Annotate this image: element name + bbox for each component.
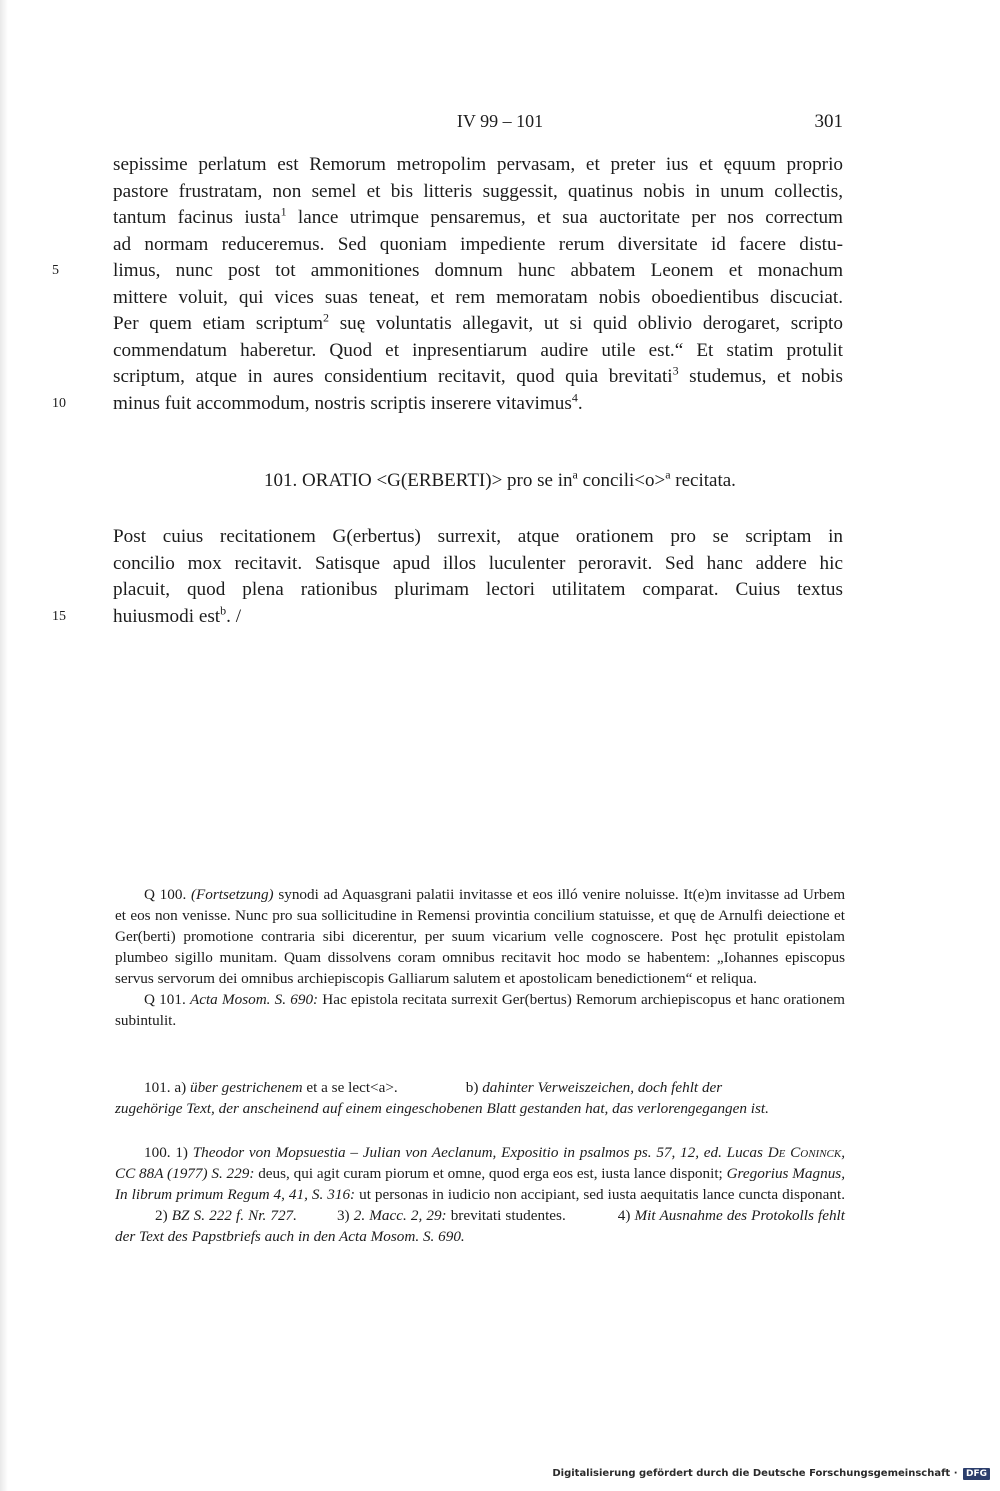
text-line: concilio mox recitavit. Satisque apud illos luculenter peroravit. Sed hanc addere hic (113, 552, 843, 574)
text-line (113, 205, 843, 232)
apparatus-note-a (115, 1077, 845, 1098)
note-text: deus, qui agit curam piorum et omne, quod erga eos est, iusta lance disponit; (254, 1165, 727, 1182)
dfg-logo: DFG (963, 1468, 990, 1480)
running-header: IV 99 – 101 (456, 111, 544, 131)
commentary-notes (115, 1142, 845, 1247)
note-label: 3) (336, 1207, 354, 1224)
apparatus-ref: b (220, 603, 227, 618)
note-label: 100. 1) (144, 1144, 193, 1161)
heading-text: 101. ORATIO <G(ERBERTI)> pro se in (264, 470, 573, 491)
text-segment: lance utrimque pensaremus, et sua auctoritate per nos correctum (286, 207, 843, 228)
note-italic: Mit Ausnahme des Protokolls fehlt der Text des Papstbriefs auch in (115, 1207, 845, 1245)
note-italic: 2. Macc. (353, 1207, 407, 1224)
text-line: placuit, quod plena rationibus plurimam lectori utilitatem comparat. Cuius textus (113, 579, 843, 600)
note-label: 2) (155, 1207, 172, 1224)
line-number: 5 (52, 263, 59, 278)
line-number: 15 (52, 609, 66, 624)
digitization-credit (552, 1468, 990, 1480)
text-segment: studemus, et nobis (678, 366, 843, 387)
text-line: ad normam reduceremus. Sed quoniam impediente rerum diversitate id facere distu- (113, 233, 843, 255)
note-italic: Acta Mosom. S. 690: (189, 991, 319, 1008)
source-note-q101 (115, 989, 845, 1031)
text-line (113, 311, 843, 338)
credit-text: Digitalisierung gefördert durch die Deutsche Forschungsgemeinschaft · (552, 1468, 958, 1479)
note-italic: Gregorius Magnus, In librum primum Regum 4, 41, S. 316: (115, 1165, 846, 1203)
chapter-heading (0, 468, 1000, 494)
note-italic: (Fortsetzung) (190, 886, 274, 903)
text-line: limus, nunc post tot ammonitiones domnum hunc abbatem Leonem et monachum (113, 260, 843, 281)
footnote-ref: 4 (571, 390, 578, 405)
text-segment: suę voluntatis allegavit, ut si quid oblivio derogaret, scripto (329, 313, 843, 334)
source-note-q100 (115, 884, 845, 989)
text-line: commendatum haberetur. Quod et inpresentiarum audire utile est.“ Et statim protulit (113, 339, 843, 361)
source-notes (115, 884, 845, 1031)
apparatus-ref: a (572, 467, 578, 482)
text-line: Post cuius recitationem G(erbertus) surrexit, atque orationem pro se scriptam in (113, 526, 843, 547)
note-italic: BZ S. 222 f. Nr. 727. (171, 1207, 297, 1224)
apparatus-note-b-cont (115, 1098, 845, 1119)
note-label: 4) (617, 1207, 635, 1224)
note-italic: 2, 29: (410, 1207, 447, 1224)
note-smallcaps: De Coninck (767, 1144, 842, 1161)
text-segment: . (577, 392, 583, 414)
note-italic: Theodor von Mopsuestia – Julian von Aeclanum, Expositio in psalmos ps. 57, 12, ed. Lucas (192, 1144, 763, 1161)
text-line: pastore frustratam, non semel et bis litteris suggessit, quatinus nobis in unum collectis, (113, 180, 843, 202)
note-italic: den Acta Mosom. S. 690. (313, 1228, 465, 1245)
text-segment: huiusmodi est (113, 606, 221, 627)
note-text: ut personas in iudicio non accipiant, sed iusta aequitatis lance cuncta disponant. (355, 1186, 845, 1203)
apparatus-ref: a (665, 467, 671, 482)
note-text: synodi ad Aquasgrani palatii invitasse et eos illó venire noluisse. It(e)m invitasse ad Urbem et eos non venisse. Nunc pro sua sollicitudine in Remensi provintia concilium statuisse, et quę de Arnulfi deiectione et Ger(berti) promotione contraria sibi dicerentur, per suum vicarium velle cognoscere. Post hęc protulit epistolam plumbeo sigillo munitam. Quam dissolvens coram omnibus recitavit hoc modo se habentem: „Iohannes episcopus servus servorum dei omnibus archiepiscopis Galliarum salutem et apostolicam benedictionem“ et reliqua. (115, 886, 846, 987)
text-line (113, 604, 843, 631)
note-text: brevitati studentes. (446, 1207, 566, 1224)
note-italic: über gestrichenem (189, 1079, 303, 1096)
critical-apparatus (115, 1077, 845, 1119)
text-line (113, 364, 843, 391)
note-italic: , CC 88A (1977) S. 229: (115, 1144, 845, 1182)
heading-text: concili<o> (577, 470, 666, 491)
scan-edge (0, 0, 8, 1491)
text-segment: tantum facinus iusta (113, 207, 281, 228)
text-segment: minus fuit accommodum, nostris scriptis inserere vitavimus (113, 392, 572, 414)
note-label: Q 100. (144, 886, 191, 903)
note-text: Hac epistola recitata surrexit Ger(bertus) Remorum archiepiscopus et hanc orationem subintulit. (115, 991, 845, 1029)
footnote-ref: 1 (280, 204, 287, 219)
note-label: Q 101. (144, 991, 190, 1008)
text-line: mittere voluit, qui vices suas teneat, et rem memoratam nobis oboedientibus discuciat. (113, 286, 843, 308)
page-number: 301 (814, 111, 843, 132)
heading-text: recitata. (670, 470, 736, 491)
note-italic: zugehörige Text, der anscheinend auf einem eingeschobenen Blatt gestanden hat, das verlorengegangen ist. (115, 1100, 769, 1117)
note-label: b) (465, 1079, 483, 1096)
commentary-note-1 (115, 1142, 845, 1247)
text-line (113, 391, 843, 418)
note-label: 101. a) (144, 1079, 190, 1096)
text-segment: scriptum, atque in aures considentium recitavit, quod quia brevitati (113, 366, 673, 387)
text-segment: . / (226, 606, 242, 627)
footnote-ref: 2 (323, 310, 330, 325)
text-segment: Per quem etiam scriptum (113, 313, 324, 334)
note-italic: dahinter Verweiszeichen, doch fehlt der (482, 1079, 723, 1096)
footnote-ref: 3 (672, 363, 679, 378)
text-line: sepissime perlatum est Remorum metropolim pervasam, et preter ius et ęquum proprio (113, 154, 843, 175)
note-text: et a se lect<a>. (302, 1079, 398, 1096)
line-number: 10 (52, 395, 66, 411)
